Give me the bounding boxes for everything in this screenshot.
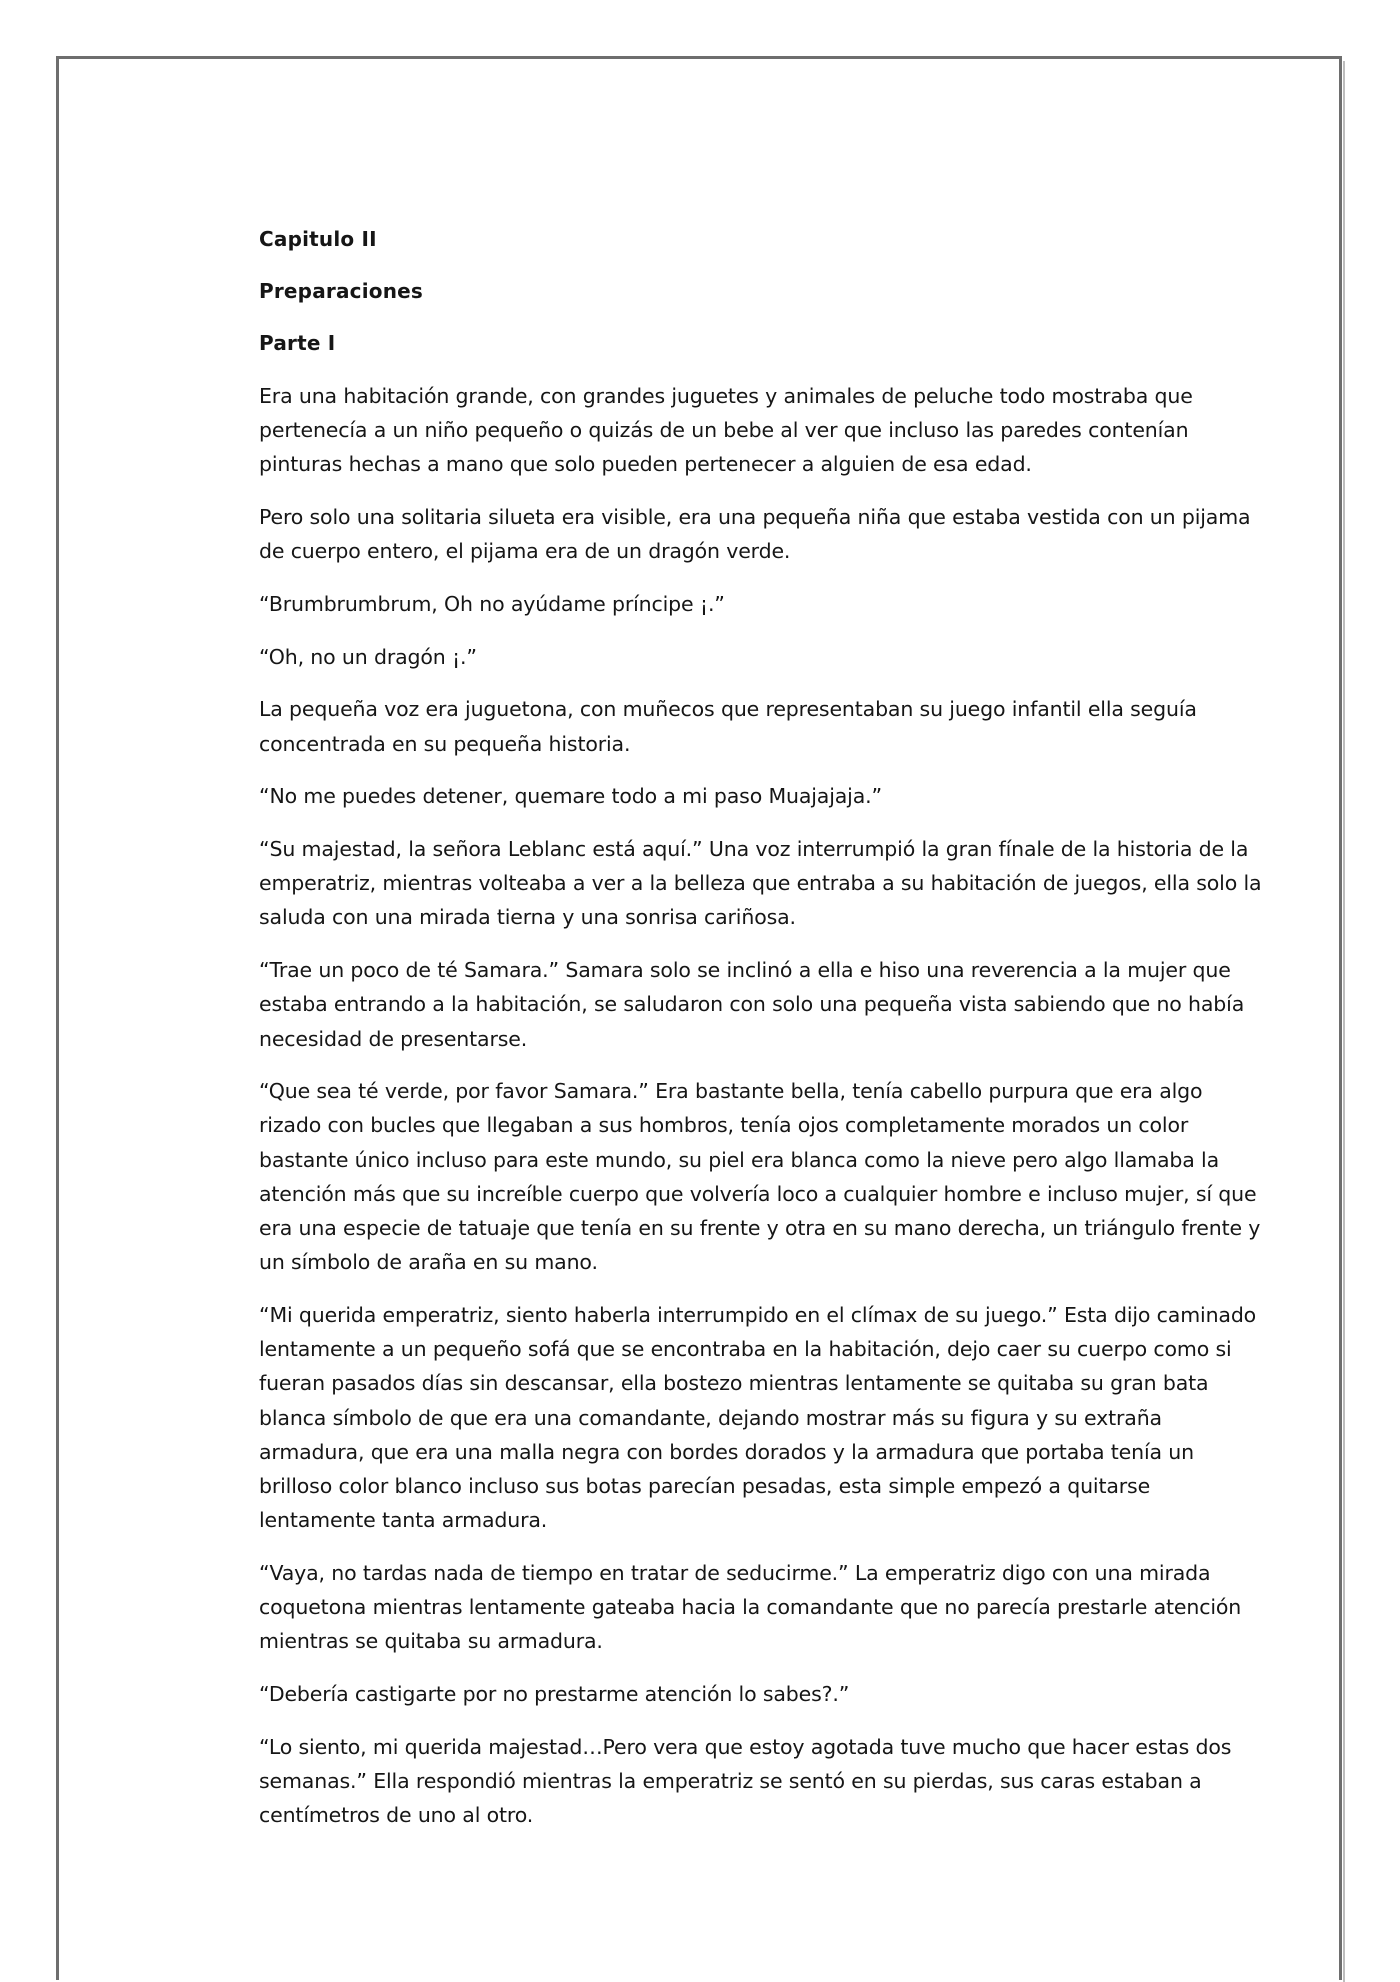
paragraph: “Su majestad, la señora Leblanc está aquí.” Una voz interrumpió la gran fínale de la historia de la emperatriz, mientras volteaba a ver a la belleza que entraba a su habitación de juegos, ella solo la saluda con una mirada tierna y una sonrisa cariñosa. [259, 837, 1262, 930]
paragraph: Pero solo una solitaria silueta era visible, era una pequeña niña que estaba vestida con un pijama de cuerpo entero, el pijama era de un dragón verde. [259, 505, 1251, 564]
paragraph: “Trae un poco de té Samara.” Samara solo se inclinó a ella e hiso una reverencia a la mujer que estaba entrando a la habitación, se saludaron con solo una pequeña vista sabiendo que no había necesidad de presentarse. [259, 958, 1245, 1051]
paragraph: “Que sea té verde, por favor Samara.” Era bastante bella, tenía cabello purpura que era algo rizado con bucles que llegaban a sus hombros, tenía ojos completamente morados un color bastante único incluso para este mundo, su piel era blanca como la nieve pero algo llamaba la atención más que su increíble cuerpo que volvería loco a cualquier hombre e incluso mujer, sí que era una especie de tatuaje que tenía en su frente y otra en su mano derecha, un triángulo frente y un símbolo de araña en su mano. [259, 1079, 1261, 1275]
paragraph: “Vaya, no tardas nada de tiempo en tratar de seducirme.” La emperatriz digo con una mirada coquetona mientras lentamente gateaba hacia la comandante que no parecía prestarle atención mientras se quitaba su armadura. [259, 1560, 1242, 1654]
paragraph: “No me puedes detener, quemare todo a mi paso Muajajaja.” [259, 784, 882, 809]
document-page [56, 56, 1342, 1980]
paragraph: “Debería castigarte por no prestarme atención lo sabes?.” [259, 1682, 850, 1706]
paragraph: “Lo siento, mi querida majestad…Pero vera que estoy agotada tuve mucho que hacer estas dos semanas.” Ella respondió mientras la emperatriz se sentó en su pierdas, sus caras estaban a centímetros de uno al otro. [259, 1734, 1232, 1828]
paragraph: La pequeña voz era juguetona, con muñecos que representaban su juego infantil ella seguía concentrada en su pequeña historia. [259, 697, 1197, 756]
paragraph: “Oh, no un dragón ¡.” [259, 644, 477, 669]
paragraph: “Brumbrumbrum, Oh no ayúdame príncipe ¡.” [259, 592, 725, 617]
paragraph: Era una habitación grande, con grandes juguetes y animales de peluche todo mostraba que pertenecía a un niño pequeño o quizás de un bebe al ver que incluso las paredes contenían pinturas hechas a mano que solo pueden pertenecer a alguien de esa edad. [259, 384, 1193, 477]
part-heading: Parte I [259, 331, 336, 355]
document-body [259, 227, 1263, 1851]
chapter-title: Preparaciones [259, 279, 424, 303]
chapter-heading: Capitulo II [259, 227, 377, 251]
paragraph: “Mi querida emperatriz, siento haberla interrumpido en el clímax de su juego.” Esta dijo caminado lentamente a un pequeño sofá que se encontraba en la habitación, dejo caer su cuerpo como si fueran pasados días sin descansar, ella bostezo mientras lentamente se quitaba su gran bata blanca símbolo de que era una comandante, dejando mostrar más su figura y su extraña armadura, que era una malla negra con bordes dorados y la armadura que portaba tenía un brilloso color blanco incluso sus botas parecían pesadas, esta simple empezó a quitarse lentamente tanta armadura. [259, 1302, 1257, 1533]
